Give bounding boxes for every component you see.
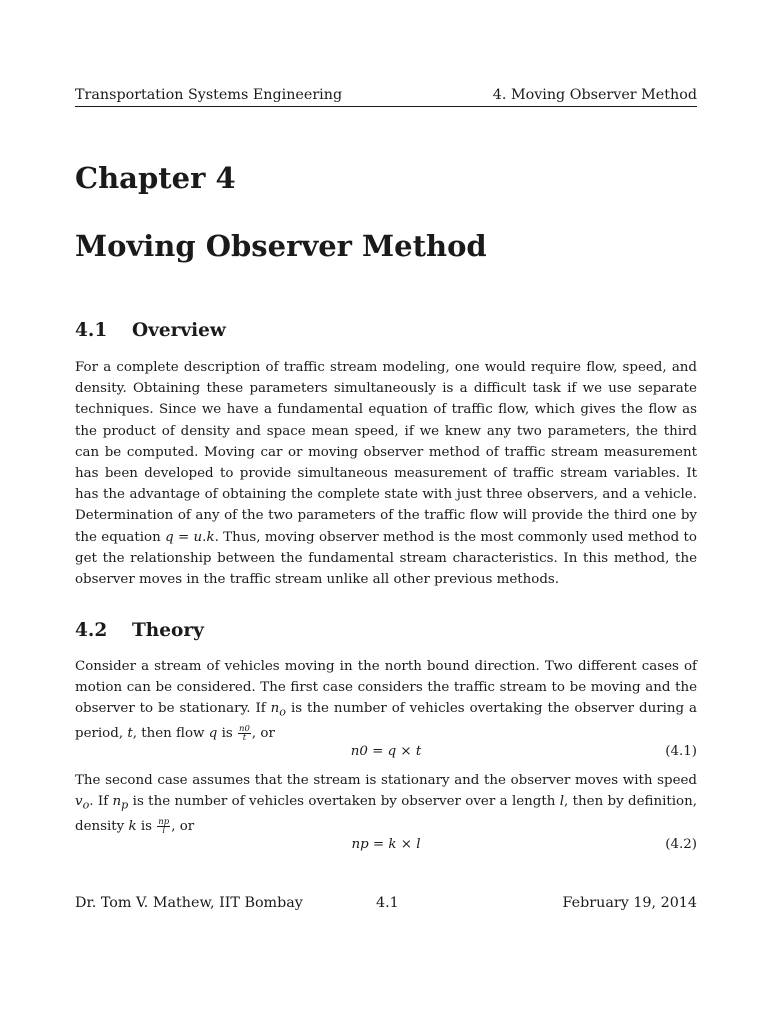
equation-expression: n0 = q × t	[350, 744, 422, 759]
chapter-title: Moving Observer Method	[75, 229, 487, 263]
inline-equation: q = u.k	[165, 529, 215, 545]
theory-paragraph-1: Consider a stream of vehicles moving in the north bound direction. Two different cases of motion can be considered. The first case considers the traffic stream to be moving and the observer to be stationary. If $n_o$ is the number of vehicles overtaking the observer during a period, t, then flow q is $\frac{n0}{t}$ , or	[75, 659, 698, 744]
running-header	[75, 86, 697, 107]
section-number: 4.1	[75, 320, 108, 341]
footer-date: February 19, 2014	[562, 895, 697, 911]
equation-4-1	[75, 741, 697, 762]
section-number: 4.2	[75, 620, 108, 641]
fraction-n0-over-t: $\frac{n0}{t}$	[239, 724, 250, 744]
overview-paragraph: For a complete description of traffic stream modeling, one would require flow, speed, and density. Obtaining these parameters simultaneously is a difficult task if we use separate techniques. Since we have a fundamental equation of traffic flow, which gives the flow as the product of density and space mean speed, if we knew any two parameters, the third can be computed. Moving car or moving observer method of traffic stream measurement has been developed to provide simultaneous measurement of traffic stream variables. It has the advantage of obtaining the complete state with just three observers, and a vehicle. Determination of any of the two parameters of the traffic flow will provide the third one by the equation q = u.k. Thus, moving observer method is the most commonly used method to get the relationship between the fundamental stream characteristics. In this method, the observer moves in the traffic stream unlike all other previous methods.	[75, 360, 697, 588]
section-heading-theory	[75, 618, 204, 644]
footer-author: Dr. Tom V. Mathew, IIT Bombay	[75, 895, 303, 911]
section-title: Overview	[132, 320, 226, 341]
equation-expression: np = k × l	[351, 837, 421, 852]
page-number: 4.1	[376, 895, 399, 911]
theory-paragraph-2: The second case assumes that the stream is stationary and the observer moves with speed $v_o$. If $n_p$ is the number of vehicles overtaken by observer over a length l, then by definition, density k is $\frac{np}{l}$ , or	[75, 773, 697, 837]
chapter-label: Chapter 4	[75, 161, 236, 195]
section-heading-overview	[75, 318, 226, 344]
header-left: Transportation Systems Engineering	[75, 87, 343, 103]
fraction-np-over-l: $\frac{np}{l}$	[158, 817, 170, 837]
equation-number: (4.1)	[665, 744, 697, 759]
header-right: 4. Moving Observer Method	[492, 87, 697, 103]
section-title: Theory	[132, 620, 204, 641]
equation-number: (4.2)	[665, 837, 697, 852]
equation-4-2	[75, 834, 697, 855]
